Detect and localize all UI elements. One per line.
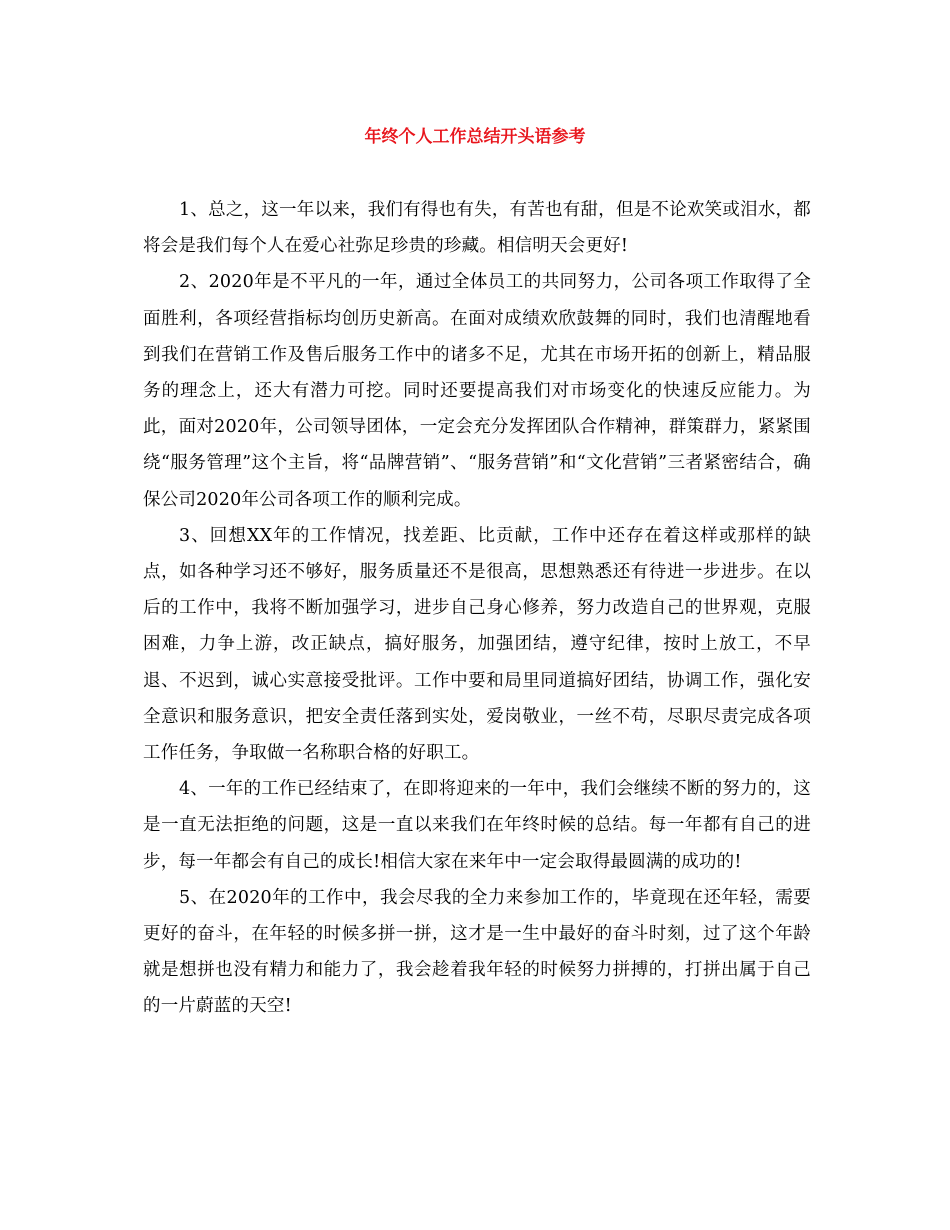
- paragraph-4: 4、一年的工作已经结束了，在即将迎来的一年中，我们会继续不断的努力的，这是一直无法拒绝的问题，这是一直以来我们在年终时候的总结。每一年都有自己的进步，每一年都会有自己的成长!相信大家在来年中一定会取得最圆满的成功的!: [143, 779, 811, 872]
- document-body: [143, 192, 811, 1025]
- paragraph-5: 5、在2020年的工作中，我会尽我的全力来参加工作的，毕竟现在还年轻，需要更好的奋斗，在年轻的时候多拼一拼，这才是一生中最好的奋斗时刻，过了这个年龄就是想拼也没有精力和能力了，我会趁着我年轻的时候努力拼搏的，打拼出属于自己的一片蔚蓝的天空!: [143, 887, 811, 1017]
- paragraph-1: 1、总之，这一年以来，我们有得也有失，有苦也有甜，但是不论欢笑或泪水，都将会是我们每个人在爱心社弥足珍贵的珍藏。相信明天会更好!: [143, 200, 811, 257]
- document-title: 年终个人工作总结开头语参考: [364, 127, 586, 147]
- paragraph-3: 3、回想XX年的工作情况，找差距、比贡献，工作中还存在着这样或那样的缺点，如各种学习还不够好，服务质量还不是很高，思想熟悉还有待进一步进步。在以后的工作中，我将不断加强学习，进步自己身心修养，努力改造自己的世界观，克服困难，力争上游，改正缺点，搞好服务，加强团结，遵守纪律，按时上放工，不早退、不迟到，诚心实意接受批评。工作中要和局里同道搞好团结，协调工作，强化安全意识和服务意识，把安全责任落到实处，爱岗敬业，一丝不苟，尽职尽责完成各项工作任务，争取做一名称职合格的好职工。: [143, 525, 811, 764]
- paragraph-2: 2、2020年是不平凡的一年，通过全体员工的共同努力，公司各项工作取得了全面胜利，各项经营指标均创历史新高。在面对成绩欢欣鼓舞的同时，我们也清醒地看到我们在营销工作及售后服务工作中的诸多不足，尤其在市场开拓的创新上，精品服务的理念上，还大有潜力可挖。同时还要提高我们对市场变化的快速反应能力。为此，面对2020年，公司领导团体，一定会充分发挥团队合作精神，群策群力，紧紧围绕“服务管理”这个主旨，将“品牌营销”、“服务营销”和“文化营销”三者紧密结合，确保公司2020年公司各项工作的顺利完成。: [143, 272, 811, 510]
